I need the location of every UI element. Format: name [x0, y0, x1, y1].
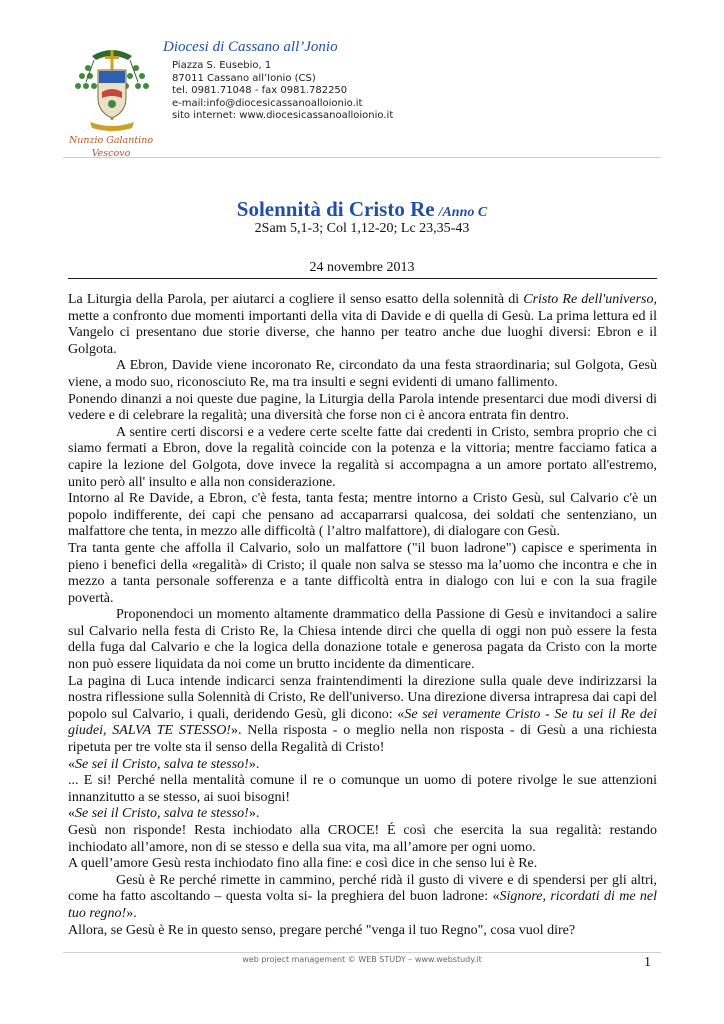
text-run: « [68, 756, 75, 772]
text-run: ». [126, 905, 137, 921]
text-run: Allora, se Gesù è Re in questo senso, pregare perché "venga il tuo Regno", cosa vuol dire? [68, 922, 576, 938]
text-run: La pagina di Luca intende indicarci senza fraintendimenti la direzione sulla quale deve indirizzarsi la nostra riflessione sulla Solennità di Cristo, Re dell'universo. Una direzione diversa intrapresa dai capi del popolo sul Calvario, i quali, deridendo Gesù, gli dicono: « [68, 673, 657, 722]
text-run: A quell’amore Gesù resta inchiodato fino alla fine: e così dice in che senso lui è Re. [68, 856, 538, 872]
diocese-title: Diocesi di Cassano all’Jonio [163, 39, 338, 55]
text-run: ». [248, 806, 260, 822]
italic-quote: Se sei il Cristo, salva te stesso! [75, 756, 249, 772]
text-run: Proponendoci un momento altamente drammatico della Passione di Gesù e invitandoci a salire sul Calvario nella festa di Cristo Re, la Chiesa intende dirci che quella di oggi non può essere la festa della fuga dal Calvario e che la logica della donazione totale e generosa pagata da Cristo con la morte non può essere liquidata da noi come un brutto incidente da dimenticare. [68, 607, 657, 673]
body-paragraph [68, 425, 657, 491]
address-street: Piazza S. Eusebio, 1 [172, 60, 272, 71]
scripture-references: 2Sam 5,1-3; Col 1,12-20; Lc 23,35-43 [254, 221, 470, 236]
address-email: e-mail:info@diocesicassanoalloionio.it [172, 97, 363, 109]
bishop-role: Vescovo [91, 148, 131, 159]
italic-quote: Se sei il Cristo, salva te stesso! [75, 806, 249, 822]
title-main: Solennità di Cristo Re [236, 197, 435, 221]
text-run: A sentire certi discorsi e a vedere certe scelte fatte dai credenti in Cristo, sembra proprio che ci siamo fermati a Ebron, dove la regalità coincide con la potenza e la vittoria; mentre facciamo fatica a capire la lezione del Golgota, dove invece la regalità si accompagna a un amore portato all'estremo, unito però all' insulto e alla non considerazione. [68, 424, 657, 490]
document-title [0, 197, 724, 222]
page-number: 1 [644, 955, 651, 970]
body-paragraph [68, 358, 657, 391]
header-divider [63, 157, 661, 158]
italic-quote: Signore, ricordati di me nel tuo regno! [68, 889, 658, 921]
document-date: 24 novembre 2013 [309, 260, 415, 275]
title-sub: /Anno C [438, 205, 488, 220]
homily-body [68, 292, 657, 939]
address-city: 87011 Cassano all’Ionio (CS) [172, 72, 316, 84]
body-paragraph [68, 292, 657, 358]
body-paragraph [68, 856, 657, 873]
text-run: Intorno al Re Davide, a Ebron, c'è festa, tanta festa; mentre intorno a Cristo Gesù, sul Calvario c'è un popolo indifferente, dei capi che pensano ad accaparrarsi qualcosa, dei soldati che sentenziano, un malfattore che tenta, in mezzo alle difficoltà ( l’altro malfattore), di dialogare con Gesù. [68, 491, 657, 540]
italic-quote: Se sei veramente Cristo - Se tu sei il Re dei giudei, SALVA TE STESSO! [68, 706, 657, 739]
address-block [172, 60, 393, 123]
body-paragraph [68, 823, 657, 856]
diocese-crest-icon [68, 42, 156, 134]
body-paragraph [68, 491, 657, 541]
body-paragraph [68, 923, 657, 940]
body-paragraph [68, 674, 657, 757]
body-paragraph [68, 773, 657, 806]
body-paragraph [68, 873, 657, 923]
italic-quote: Cristo Re dell'universo [523, 292, 654, 307]
text-run: ». [248, 756, 260, 772]
address-website: sito internet: www.diocesicassanoalloionio.it [172, 110, 394, 122]
text-run: Tra tanta gente che affolla il Calvario, solo un malfattore ("il buon ladrone") capisce e sperimenta in pieno i benefici della «regalità» di Cristo; il quale non salva se stesso ma la’uomo che incontra e che in mezzo a tanta personale sofferenza e a tante difficoltà entra in dialogo con lui e con la sua fragile povertà. [68, 540, 657, 606]
text-run: Gesù è Re perché rimette in cammino, perché ridà il gusto di vivere e di spendersi per gli altri, come ha fatto ascoltando – questa volta si- la preghiera del buon ladrone: « [68, 872, 657, 905]
body-paragraph [68, 806, 657, 823]
footer-credit: web project management © WEB STUDY – www.webstudy.it [242, 955, 482, 964]
address-phone: tel. 0981.71048 - fax 0981.782250 [172, 85, 348, 97]
text-run: , mette a confronto due momenti importanti della vita di Davide e di quella di Gesù. La prima lettura ed il Vangelo ci presentano due storie diverse, che hanno per teatro anche due luoghi diversi: Ebron e il Golgota. [68, 292, 657, 357]
text-run: ... E si! Perché nella mentalità comune il re o comunque un uomo di potere rivolge le sue attenzioni innanzitutto a se stesso, ai suoi bisogni! [68, 773, 657, 805]
body-paragraph [68, 541, 657, 607]
text-run: « [68, 806, 75, 822]
bishop-name: Nunzio Galantino [68, 135, 154, 146]
footer-divider [63, 952, 661, 953]
body-paragraph [68, 607, 657, 673]
text-run: Ponendo dinanzi a noi queste due pagine, la Liturgia della Parola intende presentarci due modi diversi di vedere e di celebrare la regalità; una diversità che forse non ci è ancora entrata fin dentro. [68, 391, 657, 424]
text-run: Gesù non risponde! Resta inchiodato alla CROCE! É così che esercita la sua regalità: restando inchiodato all’amore, non di se stesso e della sua vita, ma all’amore per ogni uomo. [68, 823, 657, 855]
text-run: A Ebron, Davide viene incoronato Re, circondato da una festa straordinaria; sul Golgota, Gesù viene, a modo suo, riconosciuto Re, ma tra insulti e segni evidenti di umano fallimento. [68, 358, 657, 390]
body-paragraph [68, 757, 657, 774]
body-paragraph [68, 392, 657, 425]
title-divider [68, 278, 657, 279]
text-run: La Liturgia della Parola, per aiutarci a cogliere il senso esatto della solennità di [68, 292, 524, 307]
text-run: ». Nella risposta - o meglio nella non risposta - di Gesù a una richiesta ripetuta per tre volte sta il senso della Regalità di Cristo! [68, 723, 657, 756]
